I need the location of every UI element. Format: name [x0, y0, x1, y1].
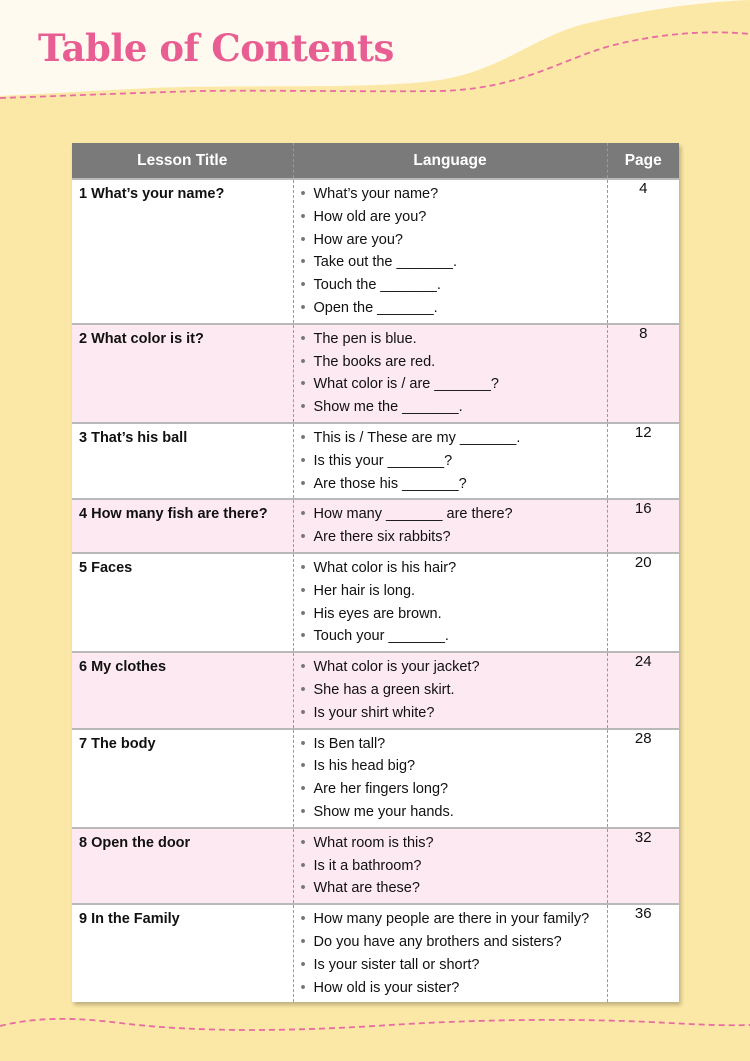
language-cell [293, 324, 607, 423]
language-text: Touch the _______. [313, 277, 441, 294]
language-list [294, 653, 607, 727]
language-text: What color is his hair? [313, 559, 457, 576]
language-item [301, 733, 607, 756]
bullet-icon: • [300, 911, 306, 928]
page-number: 4 [639, 180, 648, 197]
language-text: What room is this? [313, 834, 434, 851]
lesson-title: 2 What color is it? [79, 330, 204, 347]
language-list [294, 180, 607, 323]
page-number-cell [607, 828, 679, 904]
language-item [301, 396, 607, 419]
language-list [294, 905, 607, 1002]
page-number-cell [607, 179, 679, 324]
contents-table [72, 143, 679, 1002]
bullet-icon: • [300, 979, 306, 996]
language-item [301, 755, 607, 778]
lesson-title: 1 What’s your name? [79, 186, 225, 202]
language-cell [293, 828, 607, 904]
page-number: 28 [634, 729, 652, 747]
page-number-cell [607, 553, 679, 652]
bullet-icon: • [300, 857, 306, 874]
language-item [301, 526, 607, 549]
language-item [301, 229, 607, 252]
language-cell [293, 652, 607, 728]
page-header: Page [607, 143, 679, 179]
page-number-cell [607, 904, 679, 1002]
bullet-icon: • [300, 880, 306, 897]
table-row [72, 729, 679, 828]
language-text: Show me the _______. [313, 399, 463, 416]
page-number-cell [607, 652, 679, 728]
bullet-icon: • [300, 803, 306, 820]
language-cell [293, 423, 607, 499]
language-item [301, 877, 607, 900]
page-number-cell [607, 499, 679, 553]
language-item [301, 580, 607, 603]
language-list [294, 554, 607, 651]
page-number: 8 [639, 324, 648, 342]
lesson-title-cell [72, 553, 293, 652]
bullet-icon: • [300, 628, 306, 645]
bullet-icon: • [300, 781, 306, 798]
contents-table-body [72, 179, 679, 1002]
language-cell [293, 904, 607, 1002]
language-item [301, 251, 607, 274]
bullet-icon: • [300, 429, 306, 446]
lesson-title-cell [72, 324, 293, 423]
lesson-title: 7 The body [79, 735, 156, 752]
bullet-icon: • [300, 758, 306, 775]
language-item [301, 801, 607, 824]
language-text: Are there six rabbits? [313, 529, 451, 546]
language-cell [293, 553, 607, 652]
language-text: Touch your _______. [313, 628, 449, 645]
language-item [301, 373, 607, 396]
language-text: Take out the _______. [313, 254, 458, 271]
lesson-title: 5 Faces [79, 559, 133, 576]
language-text: His eyes are brown. [313, 605, 442, 622]
language-item [301, 656, 607, 679]
bullet-icon: • [300, 529, 306, 546]
lesson-title-cell [72, 652, 293, 728]
language-text: Is this your _______? [313, 452, 453, 469]
language-text: What’s your name? [313, 186, 439, 202]
lesson-title-cell [72, 179, 293, 324]
language-text: What color is your jacket? [313, 659, 480, 676]
bullet-icon: • [300, 834, 306, 851]
lesson-title-cell [72, 904, 293, 1002]
language-list [294, 730, 607, 827]
language-text: The pen is blue. [313, 330, 417, 347]
language-text: How many people are there in your family? [313, 911, 590, 928]
bullet-icon: • [300, 399, 306, 416]
lesson-title-cell [72, 828, 293, 904]
bullet-icon: • [300, 933, 306, 950]
language-item [301, 328, 607, 351]
language-text: This is / These are my _______. [313, 429, 521, 446]
bullet-icon: • [300, 605, 306, 622]
bullet-icon: • [300, 704, 306, 721]
bullet-icon: • [300, 186, 306, 202]
language-item [301, 702, 607, 725]
lesson-title: 9 In the Family [79, 911, 180, 928]
language-item [301, 557, 607, 580]
language-text: Is Ben tall? [313, 735, 386, 752]
bullet-icon: • [300, 506, 306, 523]
language-item [301, 603, 607, 626]
language-text: Is it a bathroom? [313, 857, 422, 874]
page-number-cell [607, 324, 679, 423]
table-row [72, 904, 679, 1002]
language-text: Do you have any brothers and sisters? [313, 933, 562, 950]
lesson-title: 8 Open the door [79, 834, 191, 851]
table-row [72, 179, 679, 324]
page-number-cell [607, 423, 679, 499]
language-text: Open the _______. [313, 299, 438, 316]
language-item [301, 183, 607, 206]
bullet-icon: • [300, 659, 306, 676]
language-text: The books are red. [313, 353, 436, 370]
lesson-title-cell [72, 499, 293, 553]
lesson-title: 3 That’s his ball [79, 429, 188, 446]
language-item [301, 503, 607, 526]
language-item [301, 931, 607, 954]
language-item [301, 206, 607, 229]
bullet-icon: • [300, 376, 306, 393]
page-number: 12 [634, 423, 652, 441]
page-number: 16 [634, 500, 652, 518]
language-list [294, 829, 607, 903]
bullet-icon: • [300, 681, 306, 698]
bullet-icon: • [300, 735, 306, 752]
language-item [301, 908, 607, 931]
page-number: 20 [634, 553, 652, 571]
lesson-title-cell [72, 423, 293, 499]
language-text: Is your sister tall or short? [313, 956, 480, 973]
language-header: Language [293, 143, 607, 179]
bullet-icon: • [300, 475, 306, 492]
language-text: What color is / are _______? [313, 376, 499, 393]
language-list [294, 424, 607, 498]
language-text: Are those his _______? [313, 475, 467, 492]
lesson-title-cell [72, 729, 293, 828]
language-item [301, 351, 607, 374]
language-text: What are these? [313, 880, 420, 897]
language-item [301, 954, 607, 977]
language-cell [293, 179, 607, 324]
table-row [72, 553, 679, 652]
language-item [301, 778, 607, 801]
language-item [301, 297, 607, 320]
language-item [301, 274, 607, 297]
language-cell [293, 729, 607, 828]
language-item [301, 832, 607, 855]
language-text: How old is your sister? [313, 979, 460, 996]
bullet-icon: • [300, 956, 306, 973]
bullet-icon: • [300, 330, 306, 347]
table-row [72, 423, 679, 499]
table-row [72, 499, 679, 553]
language-text: How many _______ are there? [313, 506, 513, 523]
page-number: 32 [634, 828, 652, 846]
language-item [301, 855, 607, 878]
language-text: Show me your hands. [313, 803, 454, 820]
bullet-icon: • [300, 231, 306, 248]
bullet-icon: • [300, 254, 306, 271]
language-text: Are her fingers long? [313, 781, 449, 798]
bullet-icon: • [300, 299, 306, 316]
bullet-icon: • [300, 353, 306, 370]
table-row [72, 652, 679, 728]
page-number: 36 [634, 905, 652, 923]
bullet-icon: • [300, 582, 306, 599]
language-list [294, 325, 607, 422]
page-number: 24 [634, 653, 652, 671]
language-item [301, 427, 607, 450]
table-row [72, 828, 679, 904]
lesson-title: 4 How many fish are there? [79, 506, 268, 523]
language-item [301, 625, 607, 648]
language-cell [293, 499, 607, 553]
page-title: Table of Contents [38, 26, 394, 70]
language-text: How are you? [313, 231, 403, 248]
lesson-title-header: Lesson Title [72, 143, 293, 179]
table-header-row [72, 143, 679, 179]
bullet-icon: • [300, 277, 306, 294]
language-text: Is your shirt white? [313, 704, 435, 721]
page-number-cell [607, 729, 679, 828]
lesson-title: 6 My clothes [79, 659, 167, 676]
language-item [301, 473, 607, 496]
language-item [301, 450, 607, 473]
language-text: Is his head big? [313, 758, 416, 775]
contents-table-container [72, 143, 679, 1002]
table-row [72, 324, 679, 423]
language-item [301, 977, 607, 1000]
bullet-icon: • [300, 452, 306, 469]
language-text: Her hair is long. [313, 582, 416, 599]
bottom-dashed-line [0, 1019, 750, 1030]
language-list [294, 500, 607, 552]
language-item [301, 679, 607, 702]
bullet-icon: • [300, 208, 306, 225]
language-text: How old are you? [313, 208, 427, 225]
bullet-icon: • [300, 559, 306, 576]
language-text: She has a green skirt. [313, 681, 455, 698]
